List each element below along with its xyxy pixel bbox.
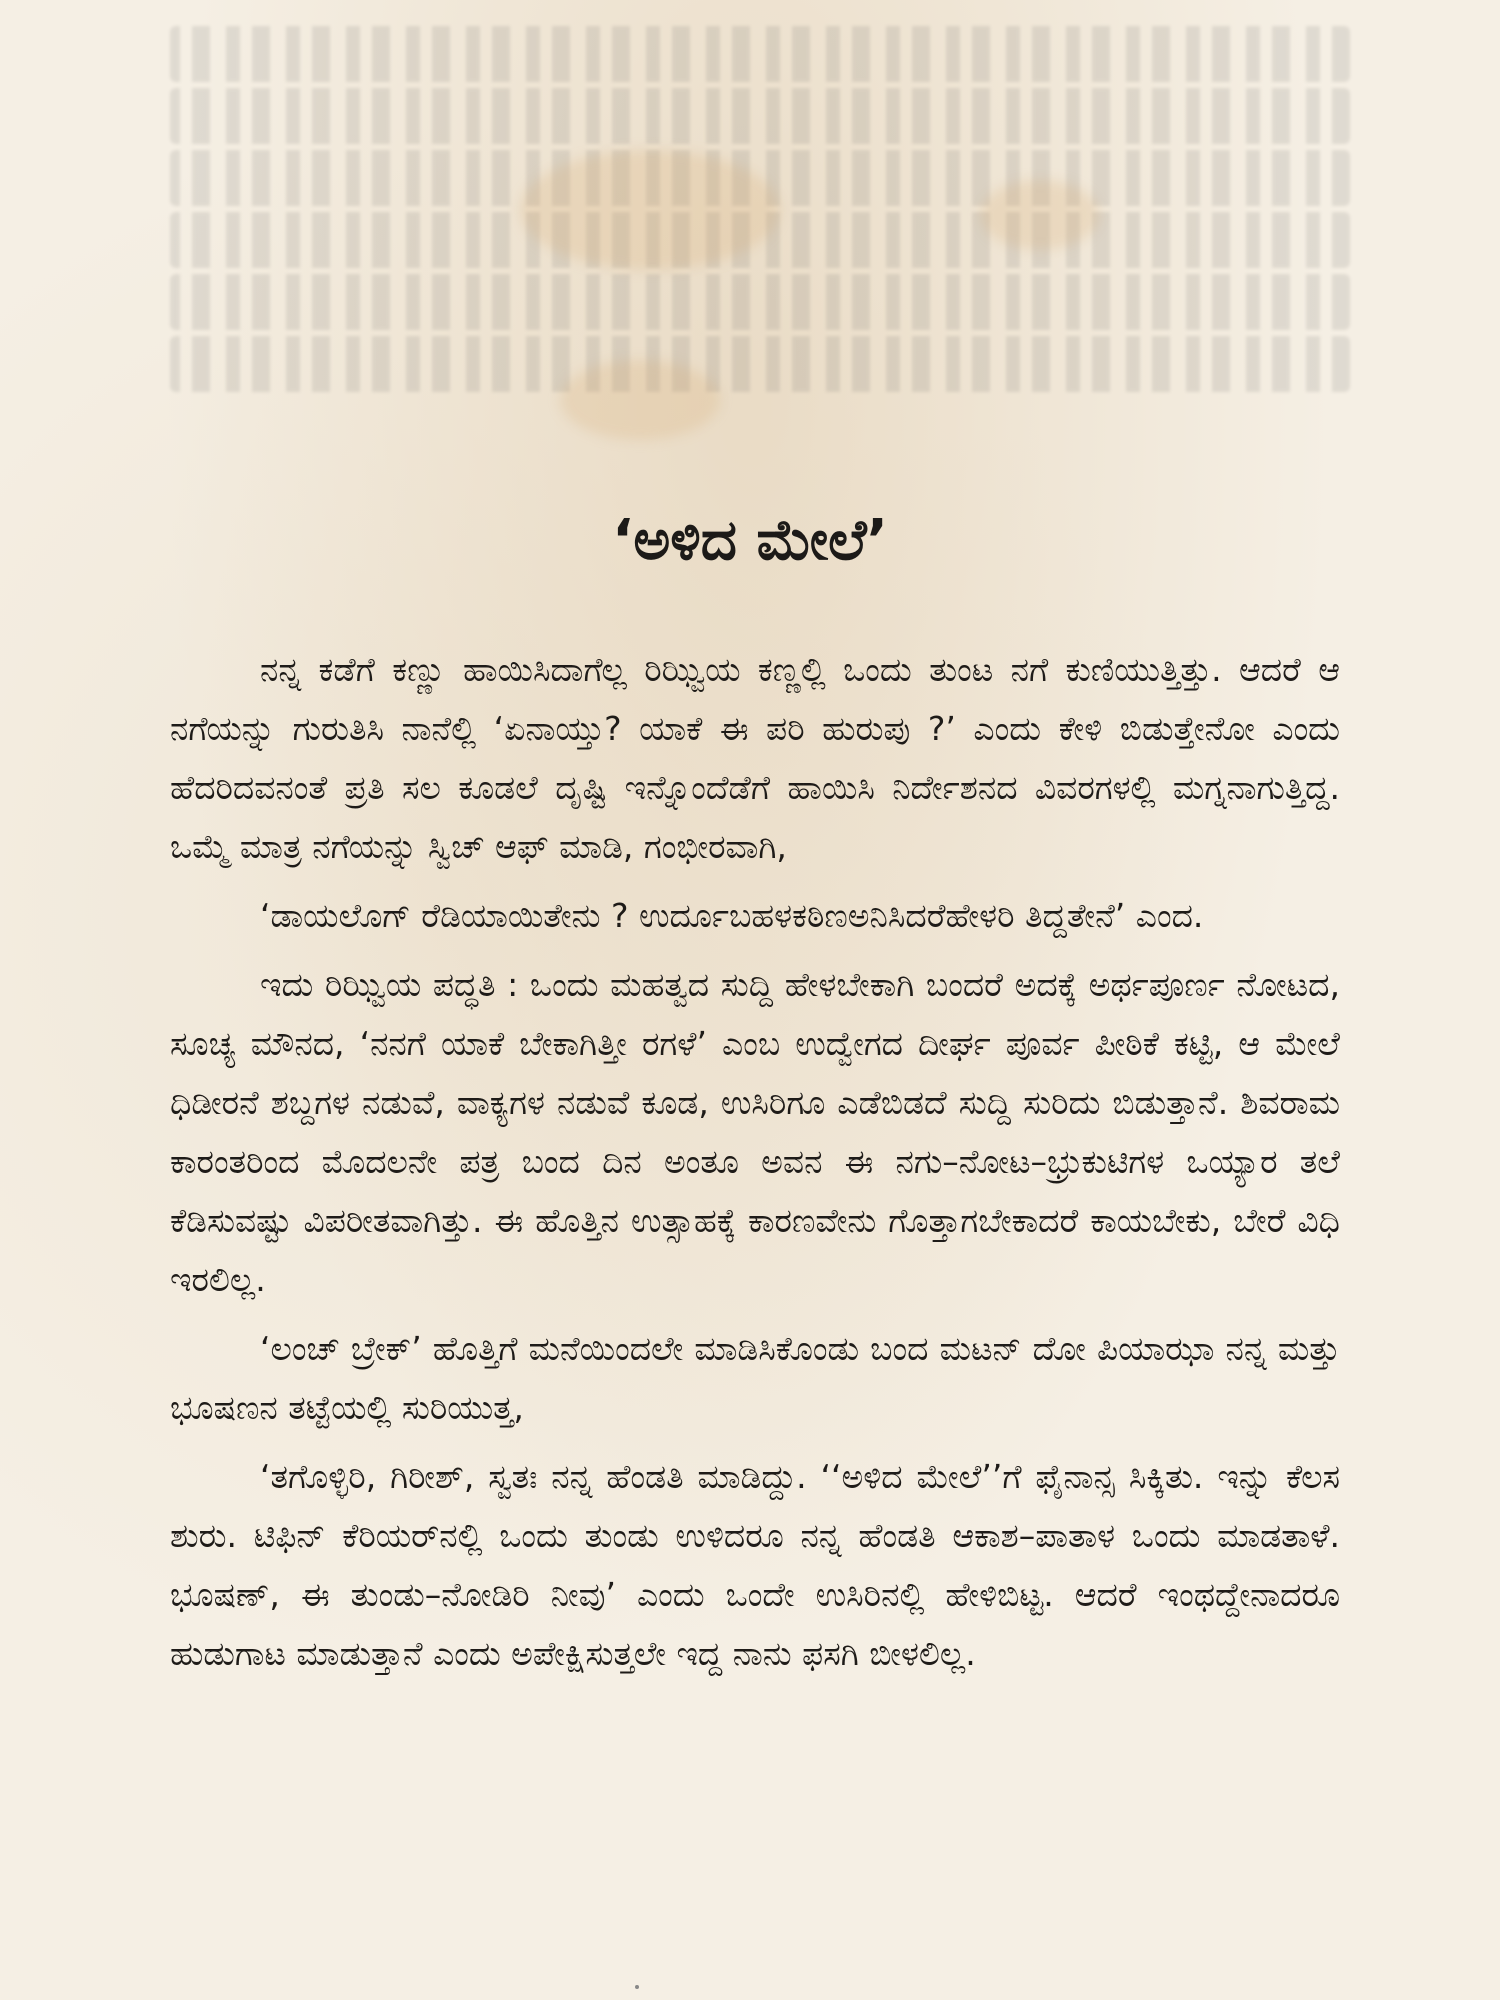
paragraph: ‘ಲಂಚ್ ಬ್ರೇಕ್’ ಹೊತ್ತಿಗೆ ಮನೆಯಿಂದಲೇ ಮಾಡಿಸಿಕೊಂಡು ಬಂದ ಮಟನ್ ದೋ ಪಿಯಾಝಾ ನನ್ನ ಮತ್ತು ಭೂಷಣನ ತಟ್ಟೆಯಲ್ಲಿ ಸುರಿಯುತ್ತ,: [170, 1329, 1340, 1427]
paper-stain: [980, 180, 1100, 250]
paper-stain: [560, 360, 720, 440]
chapter-body: [170, 640, 1340, 1693]
paragraph: ‘ಡಾಯಲೊಗ್ ರೆಡಿಯಾಯಿತೇನು ? ಉರ್ದೂಬಹಳಕಠಿಣಅನಿಸಿದರೆಹೇಳರಿ ತಿದ್ದತೇನೆ’ ಎಂದ.: [260, 896, 1204, 935]
paragraph: ನನ್ನ ಕಡೆಗೆ ಕಣ್ಣು ಹಾಯಿಸಿದಾಗೆಲ್ಲ ರಿಝ್ವಿಯ ಕಣ್ಣಲ್ಲಿ ಒಂದು ತುಂಟ ನಗೆ ಕುಣಿಯುತ್ತಿತ್ತು. ಆದರೆ ಆ ನಗೆಯನ್ನು ಗುರುತಿಸಿ ನಾನೆಲ್ಲಿ ‘ಏನಾಯ್ತು? ಯಾಕೆ ಈ ಪರಿ ಹುರುಪು ?’ ಎಂದು ಕೇಳಿ ಬಿಡುತ್ತೇನೋ ಎಂದು ಹೆದರಿದವನಂತೆ ಪ್ರತಿ ಸಲ ಕೂಡಲೆ ದೃಷ್ಟಿ ಇನ್ನೊಂದೆಡೆಗೆ ಹಾಯಿಸಿ ನಿರ್ದೇಶನದ ವಿವರಗಳಲ್ಲಿ ಮಗ್ನನಾಗುತ್ತಿದ್ದ. ಒಮ್ಮೆ ಮಾತ್ರ ನಗೆಯನ್ನು ಸ್ವಿಚ್ ಆಫ್ ಮಾಡಿ, ಗಂಭೀರವಾಗಿ,: [170, 650, 1340, 866]
ink-dot: [635, 1985, 639, 1989]
paragraph: ಇದು ರಿಝ್ವಿಯ ಪದ್ಧತಿ : ಒಂದು ಮಹತ್ವದ ಸುದ್ದಿ ಹೇಳಬೇಕಾಗಿ ಬಂದರೆ ಅದಕ್ಕೆ ಅರ್ಥಪೂರ್ಣ ನೋಟದ, ಸೂಚ್ಯ ಮೌನದ, ‘ನನಗೆ ಯಾಕೆ ಬೇಕಾಗಿತ್ತೀ ರಗಳೆ’ ಎಂಬ ಉದ್ವೇಗದ ದೀರ್ಘ ಪೂರ್ವ ಪೀಠಿಕೆ ಕಟ್ಟಿ, ಆ ಮೇಲೆ ಧಿಡೀರನೆ ಶಬ್ದಗಳ ನಡುವೆ, ವಾಕ್ಯಗಳ ನಡುವೆ ಕೂಡ, ಉಸಿರಿಗೂ ಎಡೆಬಿಡದೆ ಸುದ್ದಿ ಸುರಿದು ಬಿಡುತ್ತಾನೆ. ಶಿವರಾಮ ಕಾರಂತರಿಂದ ಮೊದಲನೇ ಪತ್ರ ಬಂದ ದಿನ ಅಂತೂ ಅವನ ಈ ನಗು–ನೋಟ–ಭ್ರುಕುಟಿಗಳ ಒಯ್ಯಾರ ತಲೆ ಕೆಡಿಸುವಷ್ಟು ವಿಪರೀತವಾಗಿತ್ತು. ಈ ಹೊತ್ತಿನ ಉತ್ಸಾಹಕ್ಕೆ ಕಾರಣವೇನು ಗೊತ್ತಾಗಬೇಕಾದರೆ ಕಾಯಬೇಕು, ಬೇರೆ ವಿಧಿ ಇರಲಿಲ್ಲ.: [170, 965, 1340, 1299]
paper-stain: [520, 150, 780, 270]
paragraph: ‘ತಗೊಳ್ಳಿರಿ, ಗಿರೀಶ್, ಸ್ವತಃ ನನ್ನ ಹೆಂಡತಿ ಮಾಡಿದ್ದು. ‘‘ಅಳಿದ ಮೇಲೆ’’ಗೆ ಫೈನಾನ್ಸ ಸಿಕ್ಕಿತು. ಇನ್ನು ಕೆಲಸ ಶುರು. ಟಿಫಿನ್ ಕೆರಿಯರ್‌ನಲ್ಲಿ ಒಂದು ತುಂಡು ಉಳಿದರೂ ನನ್ನ ಹೆಂಡತಿ ಆಕಾಶ–ಪಾತಾಳ ಒಂದು ಮಾಡತಾಳೆ. ಭೂಷಣ್, ಈ ತುಂಡು–ನೋಡಿರಿ ನೀವು’ ಎಂದು ಒಂದೇ ಉಸಿರಿನಲ್ಲಿ ಹೇಳಿಬಿಟ್ಟ. ಆದರೆ ಇಂಥದ್ದೇನಾದರೂ ಹುಡುಗಾಟ ಮಾಡುತ್ತಾನೆ ಎಂದು ಅಪೇಕ್ಷಿಸುತ್ತಲೇ ಇದ್ದ ನಾನು ಫಸಗಿ ಬೀಳಲಿಲ್ಲ.: [170, 1457, 1340, 1673]
chapter-title: ‘ಅಳಿದ ಮೇಲೆ’: [612, 508, 888, 573]
